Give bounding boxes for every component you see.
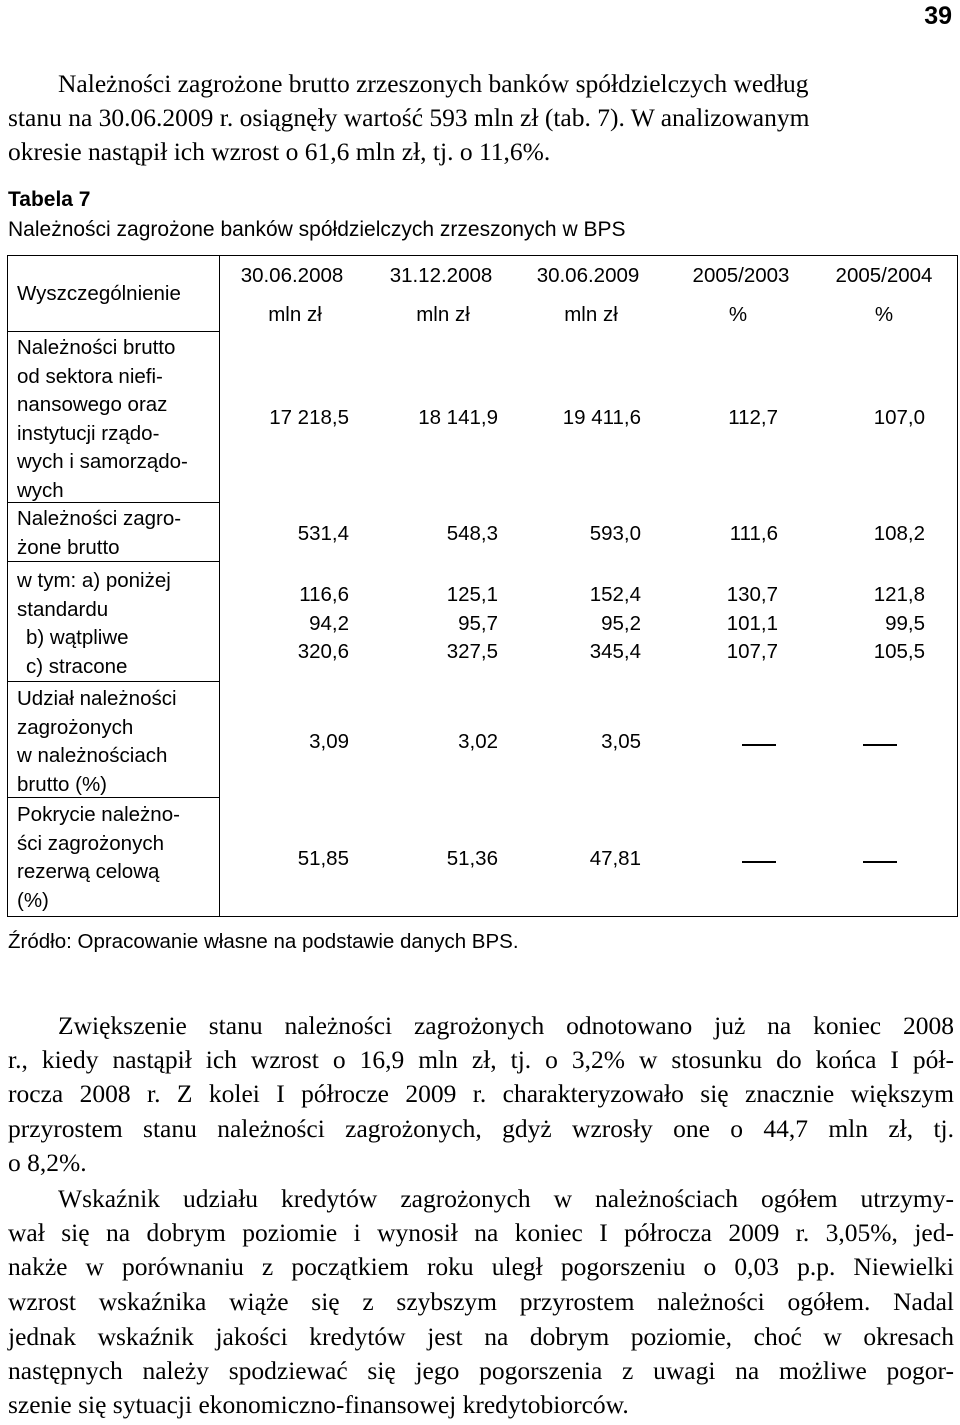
table-cell: 152,4 95,2 345,4 (589, 583, 641, 663)
column-unit: % (728, 303, 748, 326)
table-cell: 3,09 (309, 730, 349, 753)
table-cell: 531,4 (297, 522, 349, 545)
table-number: Tabela 7 (8, 188, 91, 211)
table-cell: 19 411,6 (562, 406, 641, 429)
column-unit: mln zł (564, 303, 618, 326)
text-line: Wskaźnik udziału kredytów zagrożonych w należnościach ogółem utrzymy- (58, 1184, 954, 1213)
column-divider (219, 256, 220, 916)
table-cell: 111,6 (729, 522, 778, 545)
row-label: Należności brutto od sektora niefi- nansowego oraz instytucji rządo- wych i samorządo- wych (17, 336, 188, 502)
column-period: 30.06.2009 (536, 264, 640, 287)
column-period: 2005/2004 (835, 264, 933, 287)
column-unit: mln zł (268, 303, 322, 326)
column-unit: % (874, 303, 894, 326)
table-cell: 108,2 (873, 522, 925, 545)
text-line: wał się na dobrym poziomie i wynosił na koniec I półrocza 2009 r. 3,05%, jed- (8, 1218, 954, 1247)
data-table (7, 255, 958, 917)
text-line: jednak wskaźnik jakości kredytów jest na dobrym poziomie, choć w okresach (8, 1322, 954, 1351)
table-cell: 107,0 (873, 406, 925, 429)
row-label: w tym: a) poniżej standardu b) wątpliwe c) stracone (17, 569, 171, 678)
table-cell: 121,8 99,5 105,5 (873, 583, 925, 663)
text-line: Należności zagrożone brutto zrzeszonych banków spółdzielczych według (58, 69, 809, 98)
text-line: stanu na 30.06.2009 r. osiągnęły wartość 593 mln zł (tab. 7). W analizowanym (8, 103, 810, 132)
column-period: 30.06.2008 (240, 264, 344, 287)
column-period: 2005/2003 (692, 264, 790, 287)
text-line: przyrostem stanu należności zagrożonych, gdyż wzrosły one o 44,7 mln zł, tj. (8, 1114, 954, 1143)
dash-mark (742, 861, 776, 863)
table-cell: 18 141,9 (418, 406, 498, 429)
table-cell: 112,7 (728, 406, 778, 429)
table-cell: 3,02 (458, 730, 498, 753)
text-line: o 8,2%. (8, 1148, 87, 1177)
text-line: nakże w porównaniu z początkiem roku uległ pogorszeniu o 0,03 p.p. Niewielki (8, 1252, 954, 1281)
table-caption (8, 185, 625, 245)
text-line: Zwiększenie stanu należności zagrożonych odnotowano już na koniec 2008 (58, 1011, 954, 1040)
header-label: Wyszczególnienie (17, 282, 181, 305)
text-line: wzrost wskaźnika wiąże się z szybszym przyrostem należności ogółem. Nadal (8, 1287, 954, 1316)
table-cell: 51,85 (297, 847, 349, 870)
table-cell: 116,6 94,2 320,6 (297, 583, 349, 663)
table-cell: 548,3 (446, 522, 498, 545)
table-cell: 47,81 (589, 847, 641, 870)
text-line: okresie nastąpił ich wzrost o 61,6 mln zł, tj. o 11,6%. (8, 137, 551, 166)
table-cell (773, 728, 774, 757)
table-cell: 51,36 (446, 847, 498, 870)
text-line: szenie się sytuacji ekonomiczno-finansowej kredytobiorców. (8, 1390, 629, 1419)
text-line: rocza 2008 r. Z kolei I półrocze 2009 r. charakteryzowało się znacznie większym (8, 1079, 954, 1108)
table-cell (773, 845, 774, 874)
row-divider (8, 331, 219, 332)
row-label: Pokrycie należno- ści zagrożonych rezerwą celową (%) (17, 803, 180, 912)
row-label: Udział należności zagrożonych w należnościach brutto (%) (17, 687, 177, 796)
column-period: 31.12.2008 (389, 264, 493, 287)
table-cell: 593,0 (589, 522, 641, 545)
table-cell (894, 845, 895, 874)
table-cell (894, 728, 895, 757)
dash-mark (742, 744, 776, 746)
source-note: Źródło: Opracowanie własne na podstawie danych BPS. (8, 930, 519, 953)
column-unit: mln zł (416, 303, 470, 326)
table-cell: 130,7 101,1 107,7 (726, 583, 778, 663)
page-number: 39 (924, 2, 952, 30)
row-label: Należności zagro- żone brutto (17, 507, 182, 559)
row-divider (8, 681, 219, 682)
text-line: r., kiedy nastąpił ich wzrost o 16,9 mln zł, tj. o 3,2% w stosunku do końca I pół- (8, 1045, 954, 1074)
dash-mark (863, 861, 897, 863)
table-cell: 125,1 95,7 327,5 (446, 583, 498, 663)
text-line: następnych należy spodziewać się jego pogorszenia z uwagi na możliwe pogor- (8, 1356, 954, 1385)
table-cell: 17 218,5 (269, 406, 349, 429)
dash-mark (863, 744, 897, 746)
table-title: Należności zagrożone banków spółdzielczych zrzeszonych w BPS (8, 218, 626, 241)
table-cell: 3,05 (601, 730, 641, 753)
